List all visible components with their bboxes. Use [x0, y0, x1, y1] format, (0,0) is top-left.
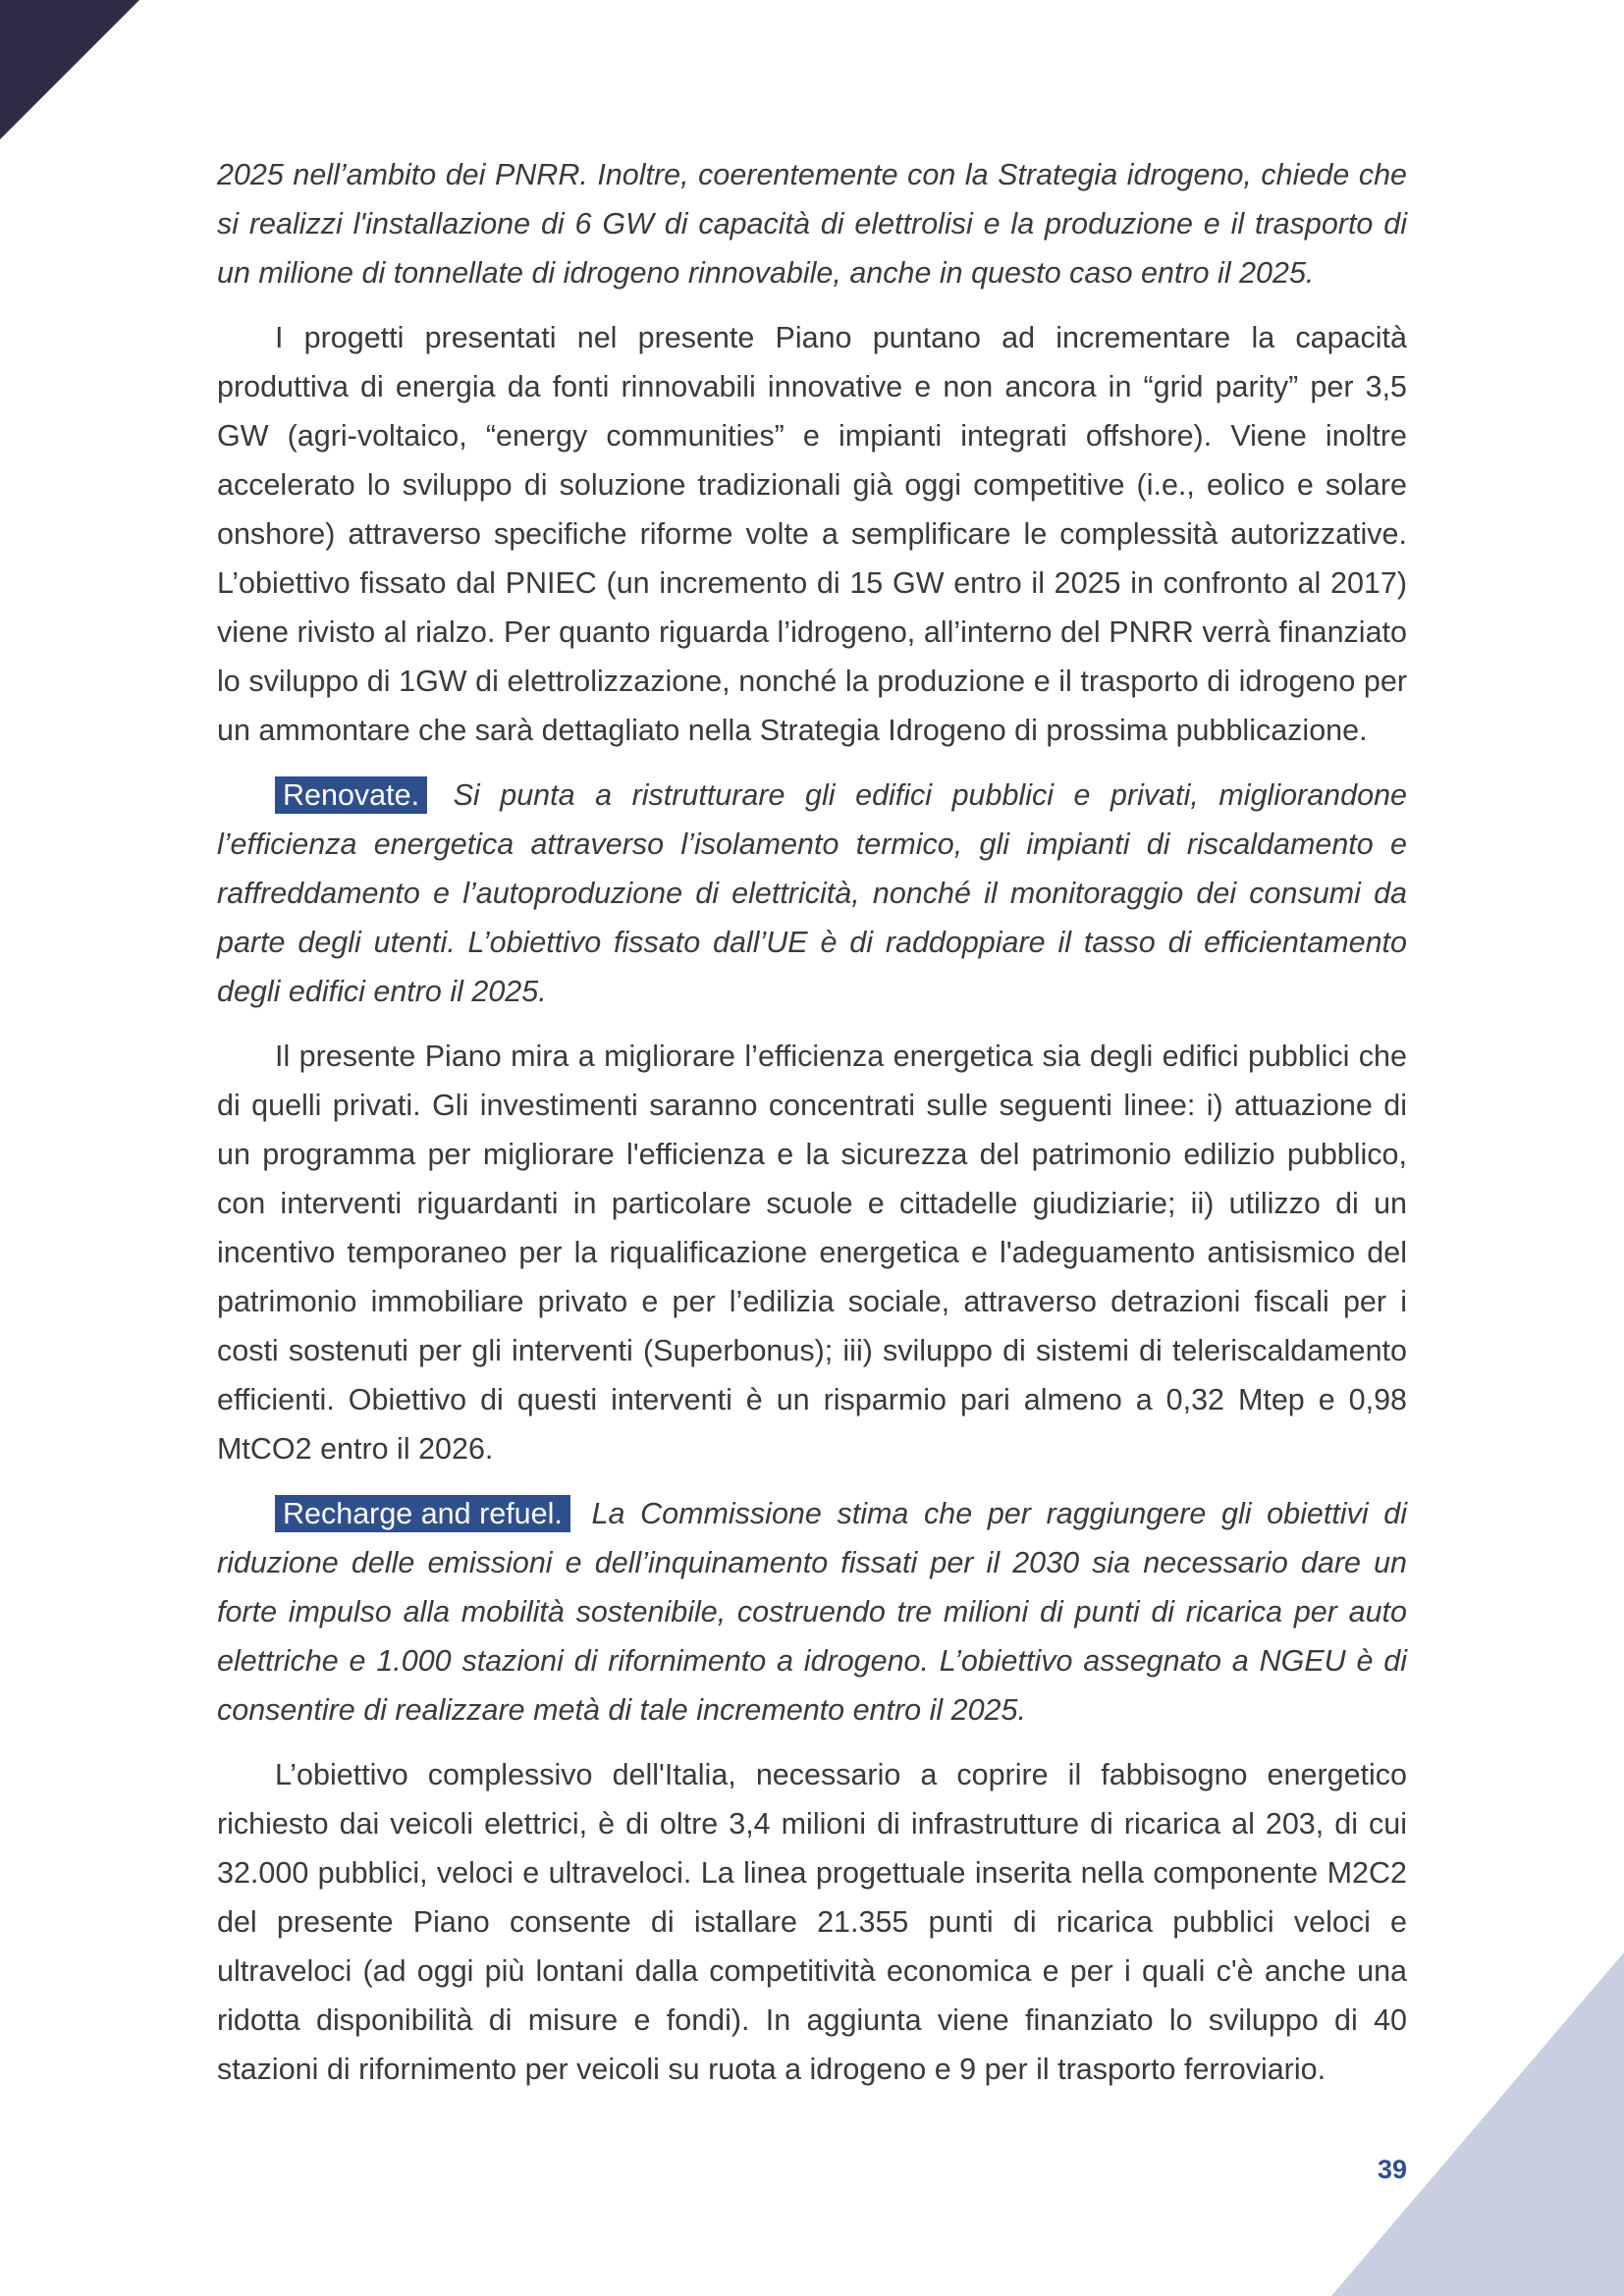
paragraph-renewable-capacity: I progetti presentati nel presente Piano puntano ad incrementare la capacità produttiva di energia da fonti rinnovabili innovative e non ancora in “grid parity” per 3,5 GW (agri-voltaico, “energy communities” e impianti integrati offshore). Viene inoltre accelerato lo sviluppo di soluzione tradizionali già oggi competitive (i.e., eolico e solare onshore) attraverso specifiche riforme volte a semplificare le complessità autorizzative. L’obiettivo fissato dal PNIEC (un incremento di 15 GW entro il 2025 in confronto al 2017) viene rivisto al rialzo. Per quanto riguarda l’idrogeno, all’interno del PNRR verrà finanziato lo sviluppo di 1GW di elettrolizzazione, nonché la produzione e il trasporto di idrogeno per un ammontare che sarà dettagliato nella Strategia Idrogeno di prossima pubblicazione.	[217, 321, 1407, 747]
paragraph-recharge-refuel	[217, 1489, 1407, 1735]
paragraph-renovate	[217, 771, 1407, 1016]
paragraph-pnrr-hydrogen-continuation: 2025 nell’ambito dei PNRR. Inoltre, coerentemente con la Strategia idrogeno, chiede che si realizzi l'installazione di 6 GW di capacità di elettrolisi e la produzione e il trasporto di un milione di tonnellate di idrogeno rinnovabile, anche in questo caso entro il 2025.	[217, 158, 1407, 290]
corner-decoration-top-left	[0, 0, 139, 139]
document-body	[217, 150, 1407, 2109]
paragraph-recharge-refuel-text: La Commissione stima che per raggiungere gli obiettivi di riduzione delle emissioni e dell’inquinamento fissati per il 2030 sia necessario dare un forte impulso alla mobilità sostenibile, costruendo tre milioni di punti di ricarica per auto elettriche e 1.000 stazioni di rifornimento a idrogeno. L’obiettivo assegnato a NGEU è di consentire di realizzare metà di tale incremento entro il 2025.	[217, 1497, 1407, 1727]
paragraph-italy-charging-target: L’obiettivo complessivo dell'Italia, necessario a coprire il fabbisogno energetico richiesto dai veicoli elettrici, è di oltre 3,4 milioni di infrastrutture di ricarica al 203, di cui 32.000 pubblici, veloci e ultraveloci. La linea progettuale inserita nella componente M2C2 del presente Piano consente di istallare 21.355 punti di ricarica pubblici veloci e ultraveloci (ad oggi più lontani dalla competitività economica e per i quali c'è anche una ridotta disponibilità di misure e fondi). In aggiunta viene finanziato lo sviluppo di 40 stazioni di rifornimento per veicoli su ruota a idrogeno e 9 per il trasporto ferroviario.	[217, 1758, 1407, 2086]
paragraph-energy-efficiency: Il presente Piano mira a migliorare l’efficienza energetica sia degli edifici pubblici che di quelli privati. Gli investimenti saranno concentrati sulle seguenti linee: i) attuazione di un programma per migliorare l'efficienza e la sicurezza del patrimonio edilizio pubblico, con interventi riguardanti in particolare scuole e cittadelle giudiziarie; ii) utilizzo di un incentivo temporaneo per la riqualificazione energetica e l'adeguamento antisismico del patrimonio immobiliare privato e per l’edilizia sociale, attraverso detrazioni fiscali per i costi sostenuti per gli interventi (Superbonus); iii) sviluppo di sistemi di teleriscaldamento efficienti. Obiettivo di questi interventi è un risparmio pari almeno a 0,32 Mtep e 0,98 MtCO2 entro il 2026.	[217, 1040, 1407, 1466]
section-label-recharge-refuel: Recharge and refuel.	[275, 1495, 570, 1532]
paragraph-renovate-text: Si punta a ristrutturare gli edifici pubblici e privati, migliorandone l’efficienza energetica attraverso l’isolamento termico, gli impianti di riscaldamento e raffreddamento e l’autoproduzione di elettricità, nonché il monitoraggio dei consumi da parte degli utenti. L’obiettivo fissato dall’UE è di raddoppiare il tasso di efficientamento degli edifici entro il 2025.	[217, 778, 1407, 1008]
page-number: 39	[1377, 2155, 1407, 2184]
section-label-renovate: Renovate.	[275, 776, 427, 814]
